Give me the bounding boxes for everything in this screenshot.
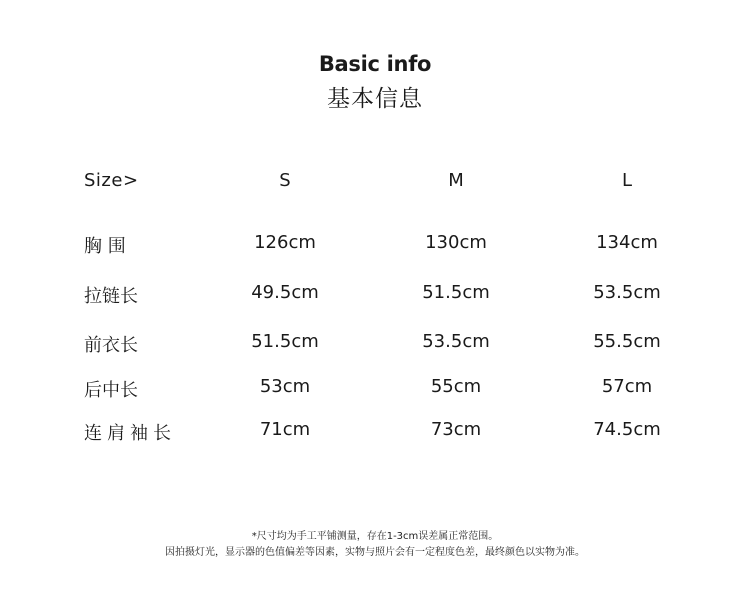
cell-s: 71cm (259, 419, 311, 440)
cell-l: 55.5cm (593, 331, 661, 352)
cell-s: 51.5cm (251, 331, 319, 352)
row-label: 拉链长 (84, 286, 138, 307)
page-title-cn: 基本信息 (327, 86, 423, 112)
cell-m: 73cm (430, 419, 482, 440)
table-row-chest (0, 232, 750, 256)
size-header-row (0, 170, 750, 194)
cell-l: 74.5cm (593, 419, 661, 440)
table-row-back-length (0, 376, 750, 400)
row-label: 前衣长 (84, 335, 138, 356)
cell-m: 51.5cm (422, 282, 490, 303)
cell-s: 49.5cm (251, 282, 319, 303)
size-header-l: L (621, 170, 633, 191)
cell-m: 55cm (430, 376, 482, 397)
cell-s: 53cm (259, 376, 311, 397)
color-disclaimer-note: 因拍摄灯光，显示器的色值偏差等因素，实物与照片会有一定程度色差，最终颜色以实物为准。 (165, 547, 585, 558)
cell-l: 53.5cm (593, 282, 661, 303)
cell-m: 53.5cm (422, 331, 490, 352)
measurement-note: *尺寸均为手工平铺测量，存在1-3cm误差属正常范围。 (251, 531, 499, 542)
table-row-front-length (0, 331, 750, 355)
table-row-sleeve-length (0, 419, 750, 443)
row-label: 后中长 (84, 380, 138, 401)
cell-m: 130cm (425, 232, 487, 253)
row-label: 胸 围 (84, 236, 126, 257)
cell-s: 126cm (254, 232, 316, 253)
cell-l: 57cm (601, 376, 653, 397)
size-header-label: Size> (84, 170, 139, 191)
table-row-zipper-length (0, 282, 750, 306)
row-label: 连肩袖长 (84, 423, 176, 444)
size-header-s: S (279, 170, 291, 191)
size-header-m: M (448, 170, 464, 191)
cell-l: 134cm (596, 232, 658, 253)
page-title-en: Basic info (318, 52, 432, 76)
